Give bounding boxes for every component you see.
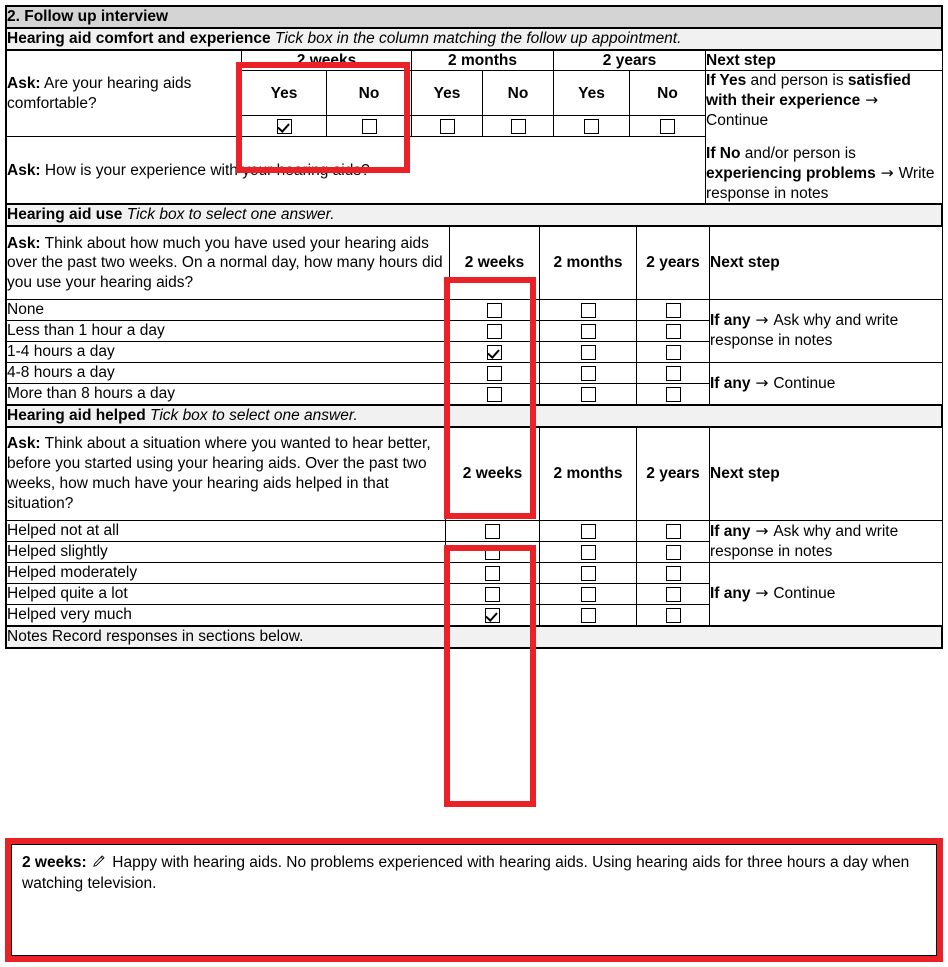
experience-question-prefix: Ask: [7,161,41,179]
use-band-table [6,204,942,226]
helped-nextstep-ask-why [710,521,943,563]
notes-heading [7,627,942,648]
comfort-heading-row [7,28,942,49]
notes-heading-bold: Notes [7,628,48,646]
checkbox-icon[interactable] [581,545,596,560]
checkbox-icon[interactable] [666,324,681,339]
checkbox-icon[interactable] [581,303,596,318]
checkbox-icon[interactable] [660,119,675,134]
use-table [6,226,943,405]
checkbox-icon[interactable] [581,366,596,381]
helped-heading-italic: Tick box to select one answer. [149,407,358,425]
use-checkbox-4-2months[interactable] [540,384,637,405]
use-heading-row [7,205,942,226]
helped-checkbox-0-2months[interactable] [540,521,637,542]
helped-nextstep-b-plain: Continue [773,585,836,603]
checkbox-icon[interactable] [362,119,377,134]
checkbox-icon[interactable] [581,587,596,602]
helped-column-2weeks: 2 weeks [446,428,540,521]
checkbox-icon[interactable] [666,566,681,581]
comfort-band-table [6,28,942,50]
use-question-cell [7,227,450,300]
checkbox-icon[interactable] [581,387,596,402]
use-heading [7,205,942,226]
checkbox-icon[interactable] [485,566,500,581]
comfort-timepoint-2years: 2 years [554,50,706,71]
comfort-nextstep-yes-plain-a: and person is [746,72,848,90]
use-option-label-2: 1-4 hours a day [7,342,450,363]
helped-nextstep-a-bold: If any [710,522,751,540]
comfort-checkbox-yes-2weeks[interactable] [242,116,327,137]
helped-checkbox-1-2months[interactable] [540,542,637,563]
use-nextstep-a-plain: Ask why and write response in notes [710,312,899,350]
comfort-nextstep-yes-bold-a: If Yes [706,72,747,90]
comfort-no-2weeks: No [327,71,412,116]
use-heading-bold: Hearing aid use [7,206,123,224]
checkbox-icon[interactable] [581,345,596,360]
checkbox-icon[interactable] [440,119,455,134]
comfort-timepoint-2weeks: 2 weeks [242,50,412,71]
pencil-icon [92,854,105,867]
comfort-nextstep-yes-bold-b: satisfied with their experience [706,72,911,110]
comfort-heading-italic: Tick box in the column matching the follow up appointment. [274,29,682,47]
helped-checkbox-0-2years[interactable] [637,521,710,542]
comfort-nextstep-header: Next step [706,50,943,71]
arrow-right-icon: → [860,91,879,110]
helped-checkbox-2-2years[interactable] [637,563,710,584]
checkbox-icon[interactable] [277,119,292,134]
checkbox-icon[interactable] [487,366,502,381]
helped-option-label-0: Helped not at all [7,521,446,542]
helped-checkbox-1-2years[interactable] [637,542,710,563]
comfort-nextstep-cell [706,71,943,204]
checkbox-icon[interactable] [666,587,681,602]
use-option-label-3: 4-8 hours a day [7,363,450,384]
use-nextstep-ask-why [710,300,943,363]
helped-heading-row [7,406,942,427]
use-nextstep-b-plain: Continue [773,374,836,392]
helped-heading-bold: Hearing aid helped [7,407,146,425]
comfort-question-cell [7,50,242,137]
checkbox-icon[interactable] [584,119,599,134]
checkbox-icon[interactable] [487,324,502,339]
use-checkbox-3-2weeks[interactable] [450,363,540,384]
helped-nextstep-continue [710,563,943,626]
helped-checkbox-1-2weeks[interactable] [446,542,540,563]
comfort-nextstep-no-bold-a: If No [706,144,741,162]
comfort-yes-2months: Yes [412,71,483,116]
use-column-2years: 2 years [637,227,710,300]
section-title-row [7,7,942,28]
comfort-table [6,50,943,205]
helped-question-text: Think about a situation where you wanted to hear better, before you started using your hearing aids. Over the past two weeks, how much have your hearing aids helped in that situation? [7,435,431,512]
use-option-label-4: More than 8 hours a day [7,384,450,405]
use-column-2weeks: 2 weeks [450,227,540,300]
comfort-nextstep-no [706,144,942,203]
helped-option-label-3: Helped quite a lot [7,584,446,605]
helped-checkbox-3-2months[interactable] [540,584,637,605]
use-nextstep-a-bold: If any [710,312,751,330]
use-checkbox-4-2years[interactable] [637,384,710,405]
comfort-timepoint-row [7,50,943,71]
comfort-nextstep-yes-plain-b: Continue [706,112,769,130]
use-checkbox-2-2weeks[interactable] [450,342,540,363]
use-checkbox-2-2months[interactable] [540,342,637,363]
comfort-heading [7,28,942,49]
helped-checkbox-3-2weeks[interactable] [446,584,540,605]
helped-checkbox-2-2months[interactable] [540,563,637,584]
comfort-nextstep-no-plain-b: Write response in notes [706,164,935,202]
helped-question-cell [7,428,446,521]
helped-nextstep-header: Next step [710,428,943,521]
experience-question-cell [7,137,706,204]
comfort-nextstep-yes [706,71,942,130]
helped-column-2years: 2 years [637,428,710,521]
helped-band-table [6,405,942,427]
comfort-no-2years: No [630,71,706,116]
use-option-label-0: None [7,300,450,321]
helped-header-row [7,428,943,521]
notes-entry-field[interactable] [11,844,937,956]
follow-up-interview-form [5,5,943,649]
helped-checkbox-4-2months[interactable] [540,605,637,626]
comfort-timepoint-2months: 2 months [412,50,554,71]
comfort-no-2months: No [483,71,554,116]
use-checkbox-3-2years[interactable] [637,363,710,384]
helped-option-label-4: Helped very much [7,605,446,626]
notes-entry-text: Happy with hearing aids. No problems experienced with hearing aids. Using hearing aids for three hours a day when watching television. [22,854,910,892]
use-column-2months: 2 months [540,227,637,300]
notes-entry-label: 2 weeks: [22,854,87,871]
comfort-nextstep-no-bold-b: experiencing problems [706,164,876,182]
checkbox-icon[interactable] [666,608,681,623]
helped-checkbox-3-2years[interactable] [637,584,710,605]
arrow-right-icon: → [750,373,774,392]
comfort-yes-2years: Yes [554,71,630,116]
use-nextstep-b-bold: If any [710,374,751,392]
comfort-nextstep-no-plain-a: and/or person is [740,144,856,162]
use-question-text: Think about how much you have used your hearing aids over the past two weeks. On a normal day, how many hours did you use your hearing aids? [7,234,443,292]
table-row [7,521,943,542]
table-row [7,363,943,384]
use-question-prefix: Ask: [7,234,41,252]
checkbox-icon[interactable] [581,608,596,623]
helped-table [6,427,943,626]
checkbox-icon[interactable] [487,387,502,402]
table-row [7,300,943,321]
use-option-label-1: Less than 1 hour a day [7,321,450,342]
helped-option-label-2: Helped moderately [7,563,446,584]
arrow-right-icon: → [750,521,774,540]
arrow-right-icon: → [750,311,774,330]
use-heading-italic: Tick box to select one answer. [126,206,335,224]
checkbox-icon[interactable] [511,119,526,134]
notes-heading-row [7,627,942,648]
comfort-checkbox-no-2weeks[interactable] [327,116,412,137]
checkbox-icon[interactable] [485,524,500,539]
checkbox-icon[interactable] [666,387,681,402]
checkbox-icon[interactable] [485,587,500,602]
checkbox-icon[interactable] [666,345,681,360]
comfort-checkbox-no-2months[interactable] [483,116,554,137]
helped-checkbox-4-2years[interactable] [637,605,710,626]
arrow-right-icon: → [875,163,899,182]
notes-band-table [6,626,942,648]
comfort-question-prefix: Ask: [7,74,41,92]
table-row [7,563,943,584]
use-nextstep-header: Next step [710,227,943,300]
comfort-heading-bold: Hearing aid comfort and experience [7,29,271,47]
checkbox-icon[interactable] [666,545,681,560]
use-checkbox-0-2months[interactable] [540,300,637,321]
checkbox-icon[interactable] [581,524,596,539]
use-checkbox-0-2weeks[interactable] [450,300,540,321]
notes-entry-highlight [5,838,943,962]
helped-checkbox-0-2weeks[interactable] [446,521,540,542]
use-checkbox-1-2years[interactable] [637,321,710,342]
helped-nextstep-b-bold: If any [710,585,751,603]
comfort-checkbox-yes-2months[interactable] [412,116,483,137]
comfort-yes-2weeks: Yes [242,71,327,116]
section-title: 2. Follow up interview [7,7,942,28]
checkbox-icon[interactable] [485,608,500,623]
helped-checkbox-4-2weeks[interactable] [446,605,540,626]
use-nextstep-continue [710,363,943,405]
helped-question-prefix: Ask: [7,435,41,453]
section-title-table [6,6,942,28]
comfort-checkbox-yes-2years[interactable] [554,116,630,137]
helped-checkbox-2-2weeks[interactable] [446,563,540,584]
arrow-right-icon: → [750,584,774,603]
comfort-question-text: Are your hearing aids comfortable? [7,74,192,112]
helped-heading [7,406,942,427]
checkbox-icon[interactable] [666,303,681,318]
checkbox-icon[interactable] [581,324,596,339]
use-checkbox-0-2years[interactable] [637,300,710,321]
helped-option-label-1: Helped slightly [7,542,446,563]
checkbox-icon[interactable] [485,545,500,560]
helped-column-2months: 2 months [540,428,637,521]
use-checkbox-2-2years[interactable] [637,342,710,363]
helped-nextstep-a-plain: Ask why and write response in notes [710,522,899,560]
experience-question-text: How is your experience with your hearing aids? [40,161,370,179]
checkbox-icon[interactable] [487,345,502,360]
checkbox-icon[interactable] [666,524,681,539]
use-checkbox-1-2months[interactable] [540,321,637,342]
checkbox-icon[interactable] [666,366,681,381]
checkbox-icon[interactable] [487,303,502,318]
use-checkbox-4-2weeks[interactable] [450,384,540,405]
comfort-checkbox-no-2years[interactable] [630,116,706,137]
checkbox-icon[interactable] [581,566,596,581]
use-checkbox-1-2weeks[interactable] [450,321,540,342]
use-checkbox-3-2months[interactable] [540,363,637,384]
use-header-row [7,227,943,300]
notes-heading-italic: Record responses in sections below. [51,628,304,646]
